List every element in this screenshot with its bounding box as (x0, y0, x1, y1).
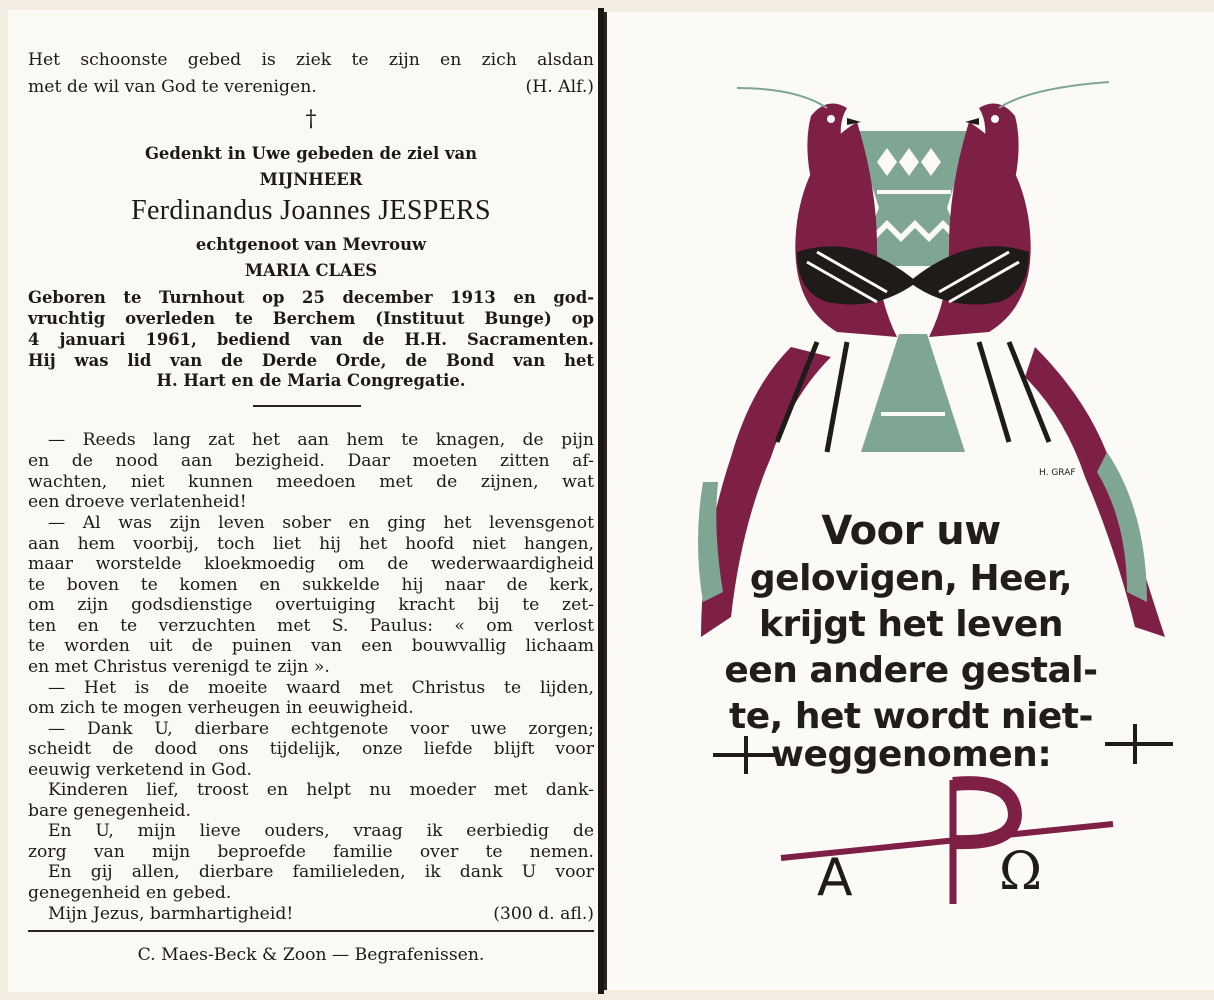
text-line: een droeve verlatenheid! (28, 492, 247, 512)
text-line: maar worstelde kloekmoedig om de wederwaardigheid (28, 554, 594, 574)
quote-line-2: met de wil van God te verenigen. (28, 77, 317, 97)
cross-symbol: † (305, 107, 317, 132)
omega-letter: Ω (999, 842, 1043, 902)
memorial-card-illustration-page (604, 12, 1214, 990)
text-line: te worden uit de puinen van een bouwvallig lichaam (28, 636, 594, 656)
text-line: En gij allen, dierbare familieleden, ik dank U voor (48, 862, 594, 882)
text-line: te boven te komen en sukkelde hij naar de kerk, (28, 575, 594, 595)
indulgence-note: (300 d. afl.) (493, 904, 594, 924)
text-line: genegenheid en gebed. (28, 883, 232, 903)
calligraphy-line: krijgt het leven (759, 604, 1063, 645)
text-line: eeuwig verketend in God. (28, 760, 252, 780)
honorific-title: MIJNHEER (259, 170, 363, 189)
bio-line: Geboren te Turnhout op 25 december 1913 en god- (28, 288, 594, 307)
divider-full (28, 930, 594, 932)
quote-line-1: Het schoonste gebed is ziek te zijn en zich alsdan (28, 50, 594, 70)
peacocks-vase-illustration (607, 12, 1214, 990)
text-line: — Dank U, dierbare echtgenote voor uwe zorgen; (48, 719, 594, 739)
bio-line: 4 januari 1961, bediend van de H.H. Sacramenten. (28, 330, 594, 349)
bio-line: Hij was lid van de Derde Orde, de Bond van het (28, 351, 594, 370)
calligraphy-line: weggenomen: (770, 734, 1052, 775)
undertaker-line: C. Maes-Beck & Zoon — Begrafenissen. (137, 945, 485, 965)
remembrance-intro: Gedenkt in Uwe gebeden de ziel van (144, 144, 478, 163)
text-line: — Het is de moeite waard met Christus te lijden, (48, 678, 594, 698)
text-line: en de nood aan bezigheid. Daar moeten zitten af- (28, 451, 594, 471)
text-line: bare genegenheid. (28, 801, 191, 821)
text-line: — Al was zijn leven sober en ging het levensgenot (48, 513, 594, 533)
calligraphy-line: Voor uw (821, 508, 1001, 554)
quote-line-2-row (28, 77, 594, 97)
calligraphy-line: een andere gestal- (724, 650, 1098, 691)
calligraphy-line: gelovigen, Heer, (749, 558, 1073, 599)
text-line: om zijn godsdienstige overtuiging kracht bij te zet- (28, 595, 594, 615)
bio-line: vruchtig overleden te Berchem (Instituut Bunge) op (28, 309, 594, 328)
text-line: — Reeds lang zat het aan hem te knagen, de pijn (48, 430, 594, 450)
text-line: ten en te verzuchten met S. Paulus: « om verlost (28, 616, 594, 636)
text-line: wachten, niet kunnen meedoen met de zijnen, wat (28, 472, 594, 492)
deceased-name: Ferdinandus Joannes JESPERS (131, 195, 491, 226)
spouse-intro: echtgenoot van Mevrouw (195, 235, 427, 254)
text-line: En U, mijn lieve ouders, vraag ik eerbiedig de (48, 821, 594, 841)
closing-row (28, 904, 594, 924)
text-line: Kinderen lief, troost en helpt nu moeder met dank- (48, 780, 594, 800)
text-line: en met Christus verenigd te zijn ». (28, 657, 330, 677)
bio-line: H. Hart en de Maria Congregatie. (156, 371, 466, 390)
calligraphy-line: te, het wordt niet- (729, 696, 1093, 737)
closing-prayer: Mijn Jezus, barmhartigheid! (48, 904, 294, 924)
artist-signature: H. GRAF (1039, 468, 1076, 478)
text-line: aan hem voorbij, toch liet hij het hoofd niet hangen, (28, 534, 594, 554)
text-line: om zich te mogen verheugen in eeuwigheid. (28, 698, 414, 718)
quote-source: (H. Alf.) (525, 77, 594, 97)
divider-short (253, 405, 361, 407)
text-line: scheidt de dood ons tijdelijk, onze liefde blijft voor (28, 739, 594, 759)
spouse-name: MARIA CLAES (244, 261, 378, 280)
memorial-card-text-page (8, 10, 598, 992)
alpha-letter: A (817, 848, 853, 908)
text-line: zorg van mijn beproefde familie over te nemen. (28, 842, 594, 862)
